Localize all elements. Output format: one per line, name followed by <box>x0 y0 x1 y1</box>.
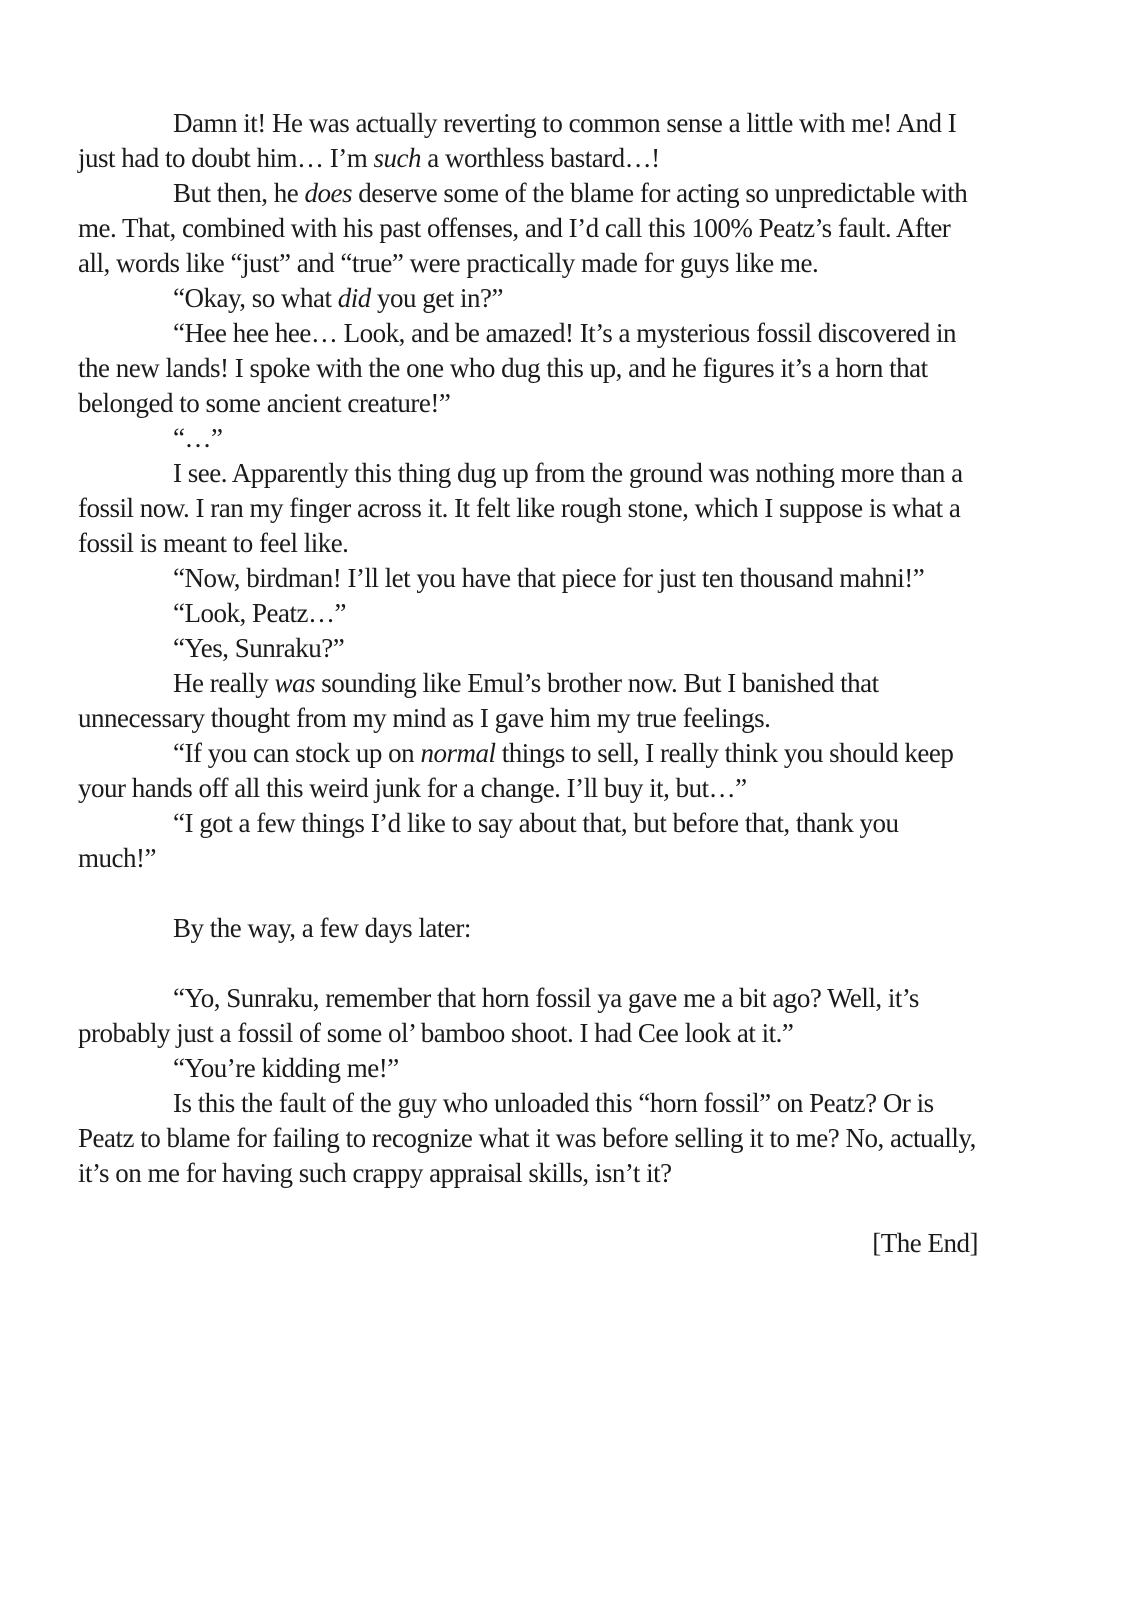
text-segment: “Look, Peatz…” <box>173 598 346 628</box>
text-segment: “Yes, Sunraku?” <box>173 633 345 663</box>
paragraph <box>78 1051 978 1086</box>
paragraph <box>78 561 978 596</box>
text-segment: He really <box>173 668 275 698</box>
body-text <box>78 106 978 1191</box>
text-segment: sounding like Emul’s brother now. But I banished that unnecessary thought from my mind as I gave him my true feelings. <box>78 668 879 733</box>
paragraph <box>78 596 978 631</box>
italic-text-segment: such <box>373 143 421 173</box>
text-segment: Damn it! He was actually reverting to common sense a little with me! And I just had to doubt him… I’m <box>78 108 957 173</box>
paragraph <box>78 316 978 421</box>
text-segment: By the way, a few days later: <box>173 913 471 943</box>
paragraph <box>78 1086 978 1191</box>
text-segment: “…” <box>173 423 223 453</box>
italic-text-segment: normal <box>420 738 496 768</box>
text-segment: “Now, birdman! I’ll let you have that piece for just ten thousand mahni!” <box>173 563 925 593</box>
text-segment: Is this the fault of the guy who unloaded this “horn fossil” on Peatz? Or is Peatz to blame for failing to recognize what it was before selling it to me? No, actually, it’s on me for having such crappy appraisal skills, isn’t it? <box>78 1088 976 1188</box>
text-segment: I see. Apparently this thing dug up from the ground was nothing more than a fossil now. I ran my finger across it. It felt like rough stone, which I suppose is what a fossil is meant to feel like. <box>78 458 963 558</box>
text-segment: things to sell, I really think you should keep your hands off all this weird junk for a change. I’ll buy it, but…” <box>78 738 954 803</box>
text-segment: deserve some of the blame for acting so unpredictable with me. That, combined with his past offenses, and I’d call this 100% Peatz’s fault. After all, words like “just” and “true” were practically made for guys like me. <box>78 178 968 278</box>
the-end-label: [The End] <box>872 1228 978 1258</box>
paragraph <box>78 631 978 666</box>
text-segment: you get in?” <box>370 283 503 313</box>
text-segment: “If you can stock up on <box>173 738 421 768</box>
text-segment: a worthless bastard…! <box>420 143 660 173</box>
text-segment: “You’re kidding me!” <box>173 1053 399 1083</box>
paragraph <box>78 106 978 176</box>
text-segment: “Yo, Sunraku, remember that horn fossil ya gave me a bit ago? Well, it’s probably just a fossil of some ol’ bamboo shoot. I had Cee look at it.” <box>78 983 919 1048</box>
paragraph <box>78 736 978 806</box>
text-segment: But then, he <box>173 178 305 208</box>
italic-text-segment: was <box>274 668 315 698</box>
text-segment: “I got a few things I’d like to say about that, but before that, thank you much!” <box>78 808 899 873</box>
paragraph <box>78 981 978 1051</box>
italic-text-segment: does <box>304 178 352 208</box>
italic-text-segment: did <box>337 283 371 313</box>
paragraph <box>78 911 978 946</box>
paragraph <box>78 281 978 316</box>
paragraph <box>78 456 978 561</box>
paragraph <box>78 421 978 456</box>
paragraph <box>78 806 978 876</box>
text-segment: “Okay, so what <box>173 283 338 313</box>
paragraph <box>78 666 978 736</box>
paragraph <box>78 176 978 281</box>
text-segment: “Hee hee hee… Look, and be amazed! It’s a mysterious fossil discovered in the new lands! I spoke with the one who dug this up, and he figures it’s a horn that belonged to some ancient creature!” <box>78 318 956 418</box>
